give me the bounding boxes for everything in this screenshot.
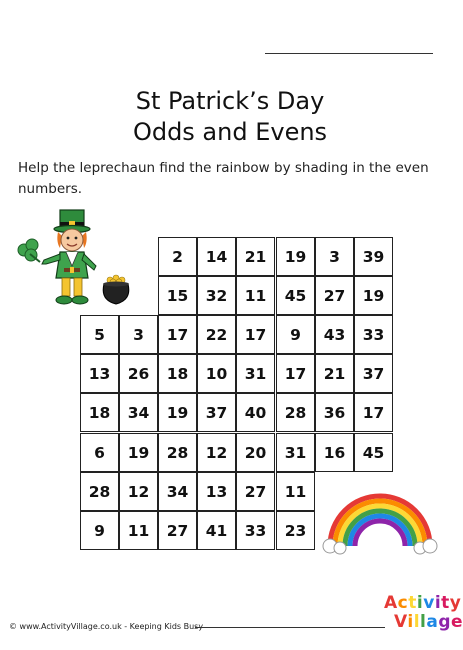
maze-cell[interactable]: 34: [158, 472, 197, 511]
maze-cell[interactable]: 9: [80, 511, 119, 550]
maze-cell[interactable]: 37: [354, 354, 393, 393]
page-title-line-1: St Patrick’s Day: [135, 87, 325, 115]
maze-cell[interactable]: 31: [236, 354, 275, 393]
maze-cell[interactable]: 3: [315, 237, 354, 276]
maze-cell[interactable]: 15: [158, 276, 197, 315]
leprechaun-illustration: [10, 208, 134, 312]
maze-cell[interactable]: 17: [236, 315, 275, 354]
maze-cell[interactable]: 13: [197, 472, 236, 511]
maze-cell[interactable]: 19: [158, 393, 197, 432]
maze-cell[interactable]: 32: [197, 276, 236, 315]
maze-cell[interactable]: 9: [276, 315, 315, 354]
maze-cell[interactable]: 23: [276, 511, 315, 550]
maze-cell[interactable]: 19: [119, 433, 158, 472]
maze-cell[interactable]: 17: [158, 315, 197, 354]
maze-cell[interactable]: 28: [158, 433, 197, 472]
logo-word-1: Activity: [384, 593, 462, 613]
maze-cell[interactable]: 10: [197, 354, 236, 393]
maze-cell[interactable]: 31: [276, 433, 315, 472]
pot-of-gold-icon: [103, 275, 129, 304]
logo-word-2: Village: [394, 612, 463, 632]
activity-village-logo: [384, 593, 463, 643]
shamrock-icon: [18, 239, 40, 262]
maze-cell[interactable]: 2: [158, 237, 197, 276]
maze-cell[interactable]: 45: [354, 433, 393, 472]
maze-cell[interactable]: 39: [354, 237, 393, 276]
rainbow-illustration: [320, 484, 440, 554]
maze-cell[interactable]: 27: [236, 472, 275, 511]
maze-cell[interactable]: 18: [80, 393, 119, 432]
maze-cell[interactable]: 5: [80, 315, 119, 354]
maze-cell[interactable]: 27: [315, 276, 354, 315]
footer-divider: [195, 627, 385, 628]
maze-cell[interactable]: 17: [354, 393, 393, 432]
maze-cell[interactable]: 34: [119, 393, 158, 432]
maze-cell[interactable]: 14: [197, 237, 236, 276]
maze-cell[interactable]: 6: [80, 433, 119, 472]
maze-cell[interactable]: 41: [197, 511, 236, 550]
maze-cell[interactable]: 33: [354, 315, 393, 354]
maze-cell[interactable]: 12: [119, 472, 158, 511]
maze-cell[interactable]: 11: [236, 276, 275, 315]
maze-cell[interactable]: 11: [276, 472, 315, 511]
maze-cell[interactable]: 40: [236, 393, 275, 432]
maze-cell[interactable]: 11: [119, 511, 158, 550]
maze-cell[interactable]: 13: [80, 354, 119, 393]
maze-cell[interactable]: 3: [119, 315, 158, 354]
maze-cell[interactable]: 21: [315, 354, 354, 393]
maze-cell[interactable]: 18: [158, 354, 197, 393]
maze-cell[interactable]: 28: [276, 393, 315, 432]
maze-cell[interactable]: 16: [315, 433, 354, 472]
maze-cell[interactable]: 27: [158, 511, 197, 550]
maze-cell[interactable]: 17: [276, 354, 315, 393]
maze-cell[interactable]: 19: [354, 276, 393, 315]
maze-cell[interactable]: 36: [315, 393, 354, 432]
maze-cell[interactable]: 20: [236, 433, 275, 472]
maze-cell[interactable]: 22: [197, 315, 236, 354]
maze-cell[interactable]: 43: [315, 315, 354, 354]
maze-cell[interactable]: 33: [236, 511, 275, 550]
maze-cell[interactable]: 21: [236, 237, 275, 276]
maze-cell[interactable]: 19: [276, 237, 315, 276]
name-write-line: [265, 53, 433, 54]
page-title-line-2: Odds and Evens: [132, 118, 328, 146]
footer-copyright: © www.ActivityVillage.co.uk - Keeping Kids Busy: [9, 622, 204, 631]
instructions-text: Help the leprechaun find the rainbow by shading in the even numbers.: [18, 160, 429, 197]
maze-cell[interactable]: 37: [197, 393, 236, 432]
maze-cell[interactable]: 26: [119, 354, 158, 393]
maze-cell[interactable]: 12: [197, 433, 236, 472]
maze-cell[interactable]: 28: [80, 472, 119, 511]
maze-cell[interactable]: 45: [276, 276, 315, 315]
